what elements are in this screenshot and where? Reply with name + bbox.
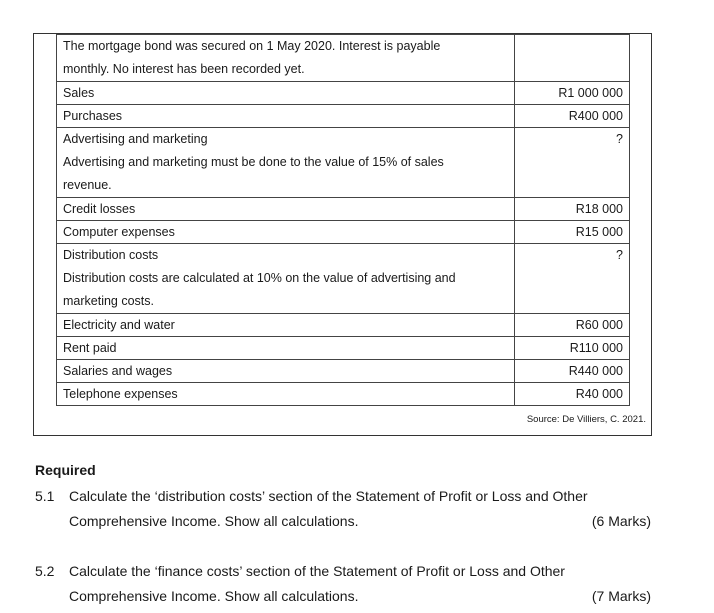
row-description (57, 244, 515, 314)
row-description: Electricity and water (57, 314, 515, 337)
row-note: Advertising and marketing must be done to the value of 15% of sales revenue. (63, 155, 444, 192)
row-text: The mortgage bond was secured on 1 May 2020. Interest is payable monthly. No interest has been recorded yet. (63, 39, 441, 76)
row-amount: R1 000 000 (514, 82, 630, 105)
row-note: Distribution costs are calculated at 10% on the value of advertising and marketing costs. (63, 271, 456, 308)
table-row (57, 383, 630, 406)
source-citation: Source: De Villiers, C. 2021. (526, 414, 646, 425)
row-description: Rent paid (57, 337, 515, 360)
question-line-1: Calculate the ‘finance costs’ section of the Statement of Profit or Loss and Other (69, 563, 565, 579)
row-amount: R15 000 (514, 221, 630, 244)
question-number: 5.1 (35, 488, 55, 504)
financial-info-table (56, 34, 630, 406)
row-description: Telephone expenses (57, 383, 515, 406)
table-row (57, 198, 630, 221)
question-5-2 (35, 563, 655, 613)
question-line-2: Comprehensive Income. Show all calculations. (69, 588, 359, 604)
table-row (57, 82, 630, 105)
table-row (57, 337, 630, 360)
row-amount: R60 000 (514, 314, 630, 337)
row-description: Credit losses (57, 198, 515, 221)
row-description: Purchases (57, 105, 515, 128)
row-amount: R110 000 (514, 337, 630, 360)
table-row (57, 35, 630, 82)
table-row (57, 360, 630, 383)
question-number: 5.2 (35, 563, 55, 579)
question-line-1: Calculate the ‘distribution costs’ section of the Statement of Profit or Loss and Other (69, 488, 588, 504)
row-description (57, 35, 515, 82)
question-marks: (6 Marks) (591, 513, 651, 529)
table-row (57, 105, 630, 128)
row-amount: ? (514, 244, 630, 314)
question-5-1 (35, 488, 655, 538)
row-amount (514, 35, 630, 82)
row-label: Advertising and marketing (63, 132, 208, 146)
row-description (57, 128, 515, 198)
required-heading: Required (35, 462, 96, 478)
row-amount: R440 000 (514, 360, 630, 383)
table-row (57, 128, 630, 198)
row-amount: R18 000 (514, 198, 630, 221)
row-description: Sales (57, 82, 515, 105)
row-description: Salaries and wages (57, 360, 515, 383)
row-amount: R400 000 (514, 105, 630, 128)
row-amount: R40 000 (514, 383, 630, 406)
row-label: Distribution costs (63, 248, 159, 262)
question-marks: (7 Marks) (591, 588, 651, 604)
row-description: Computer expenses (57, 221, 515, 244)
table-row (57, 221, 630, 244)
row-amount: ? (514, 128, 630, 198)
question-line-2: Comprehensive Income. Show all calculations. (69, 513, 359, 529)
table-row (57, 314, 630, 337)
table-row (57, 244, 630, 314)
